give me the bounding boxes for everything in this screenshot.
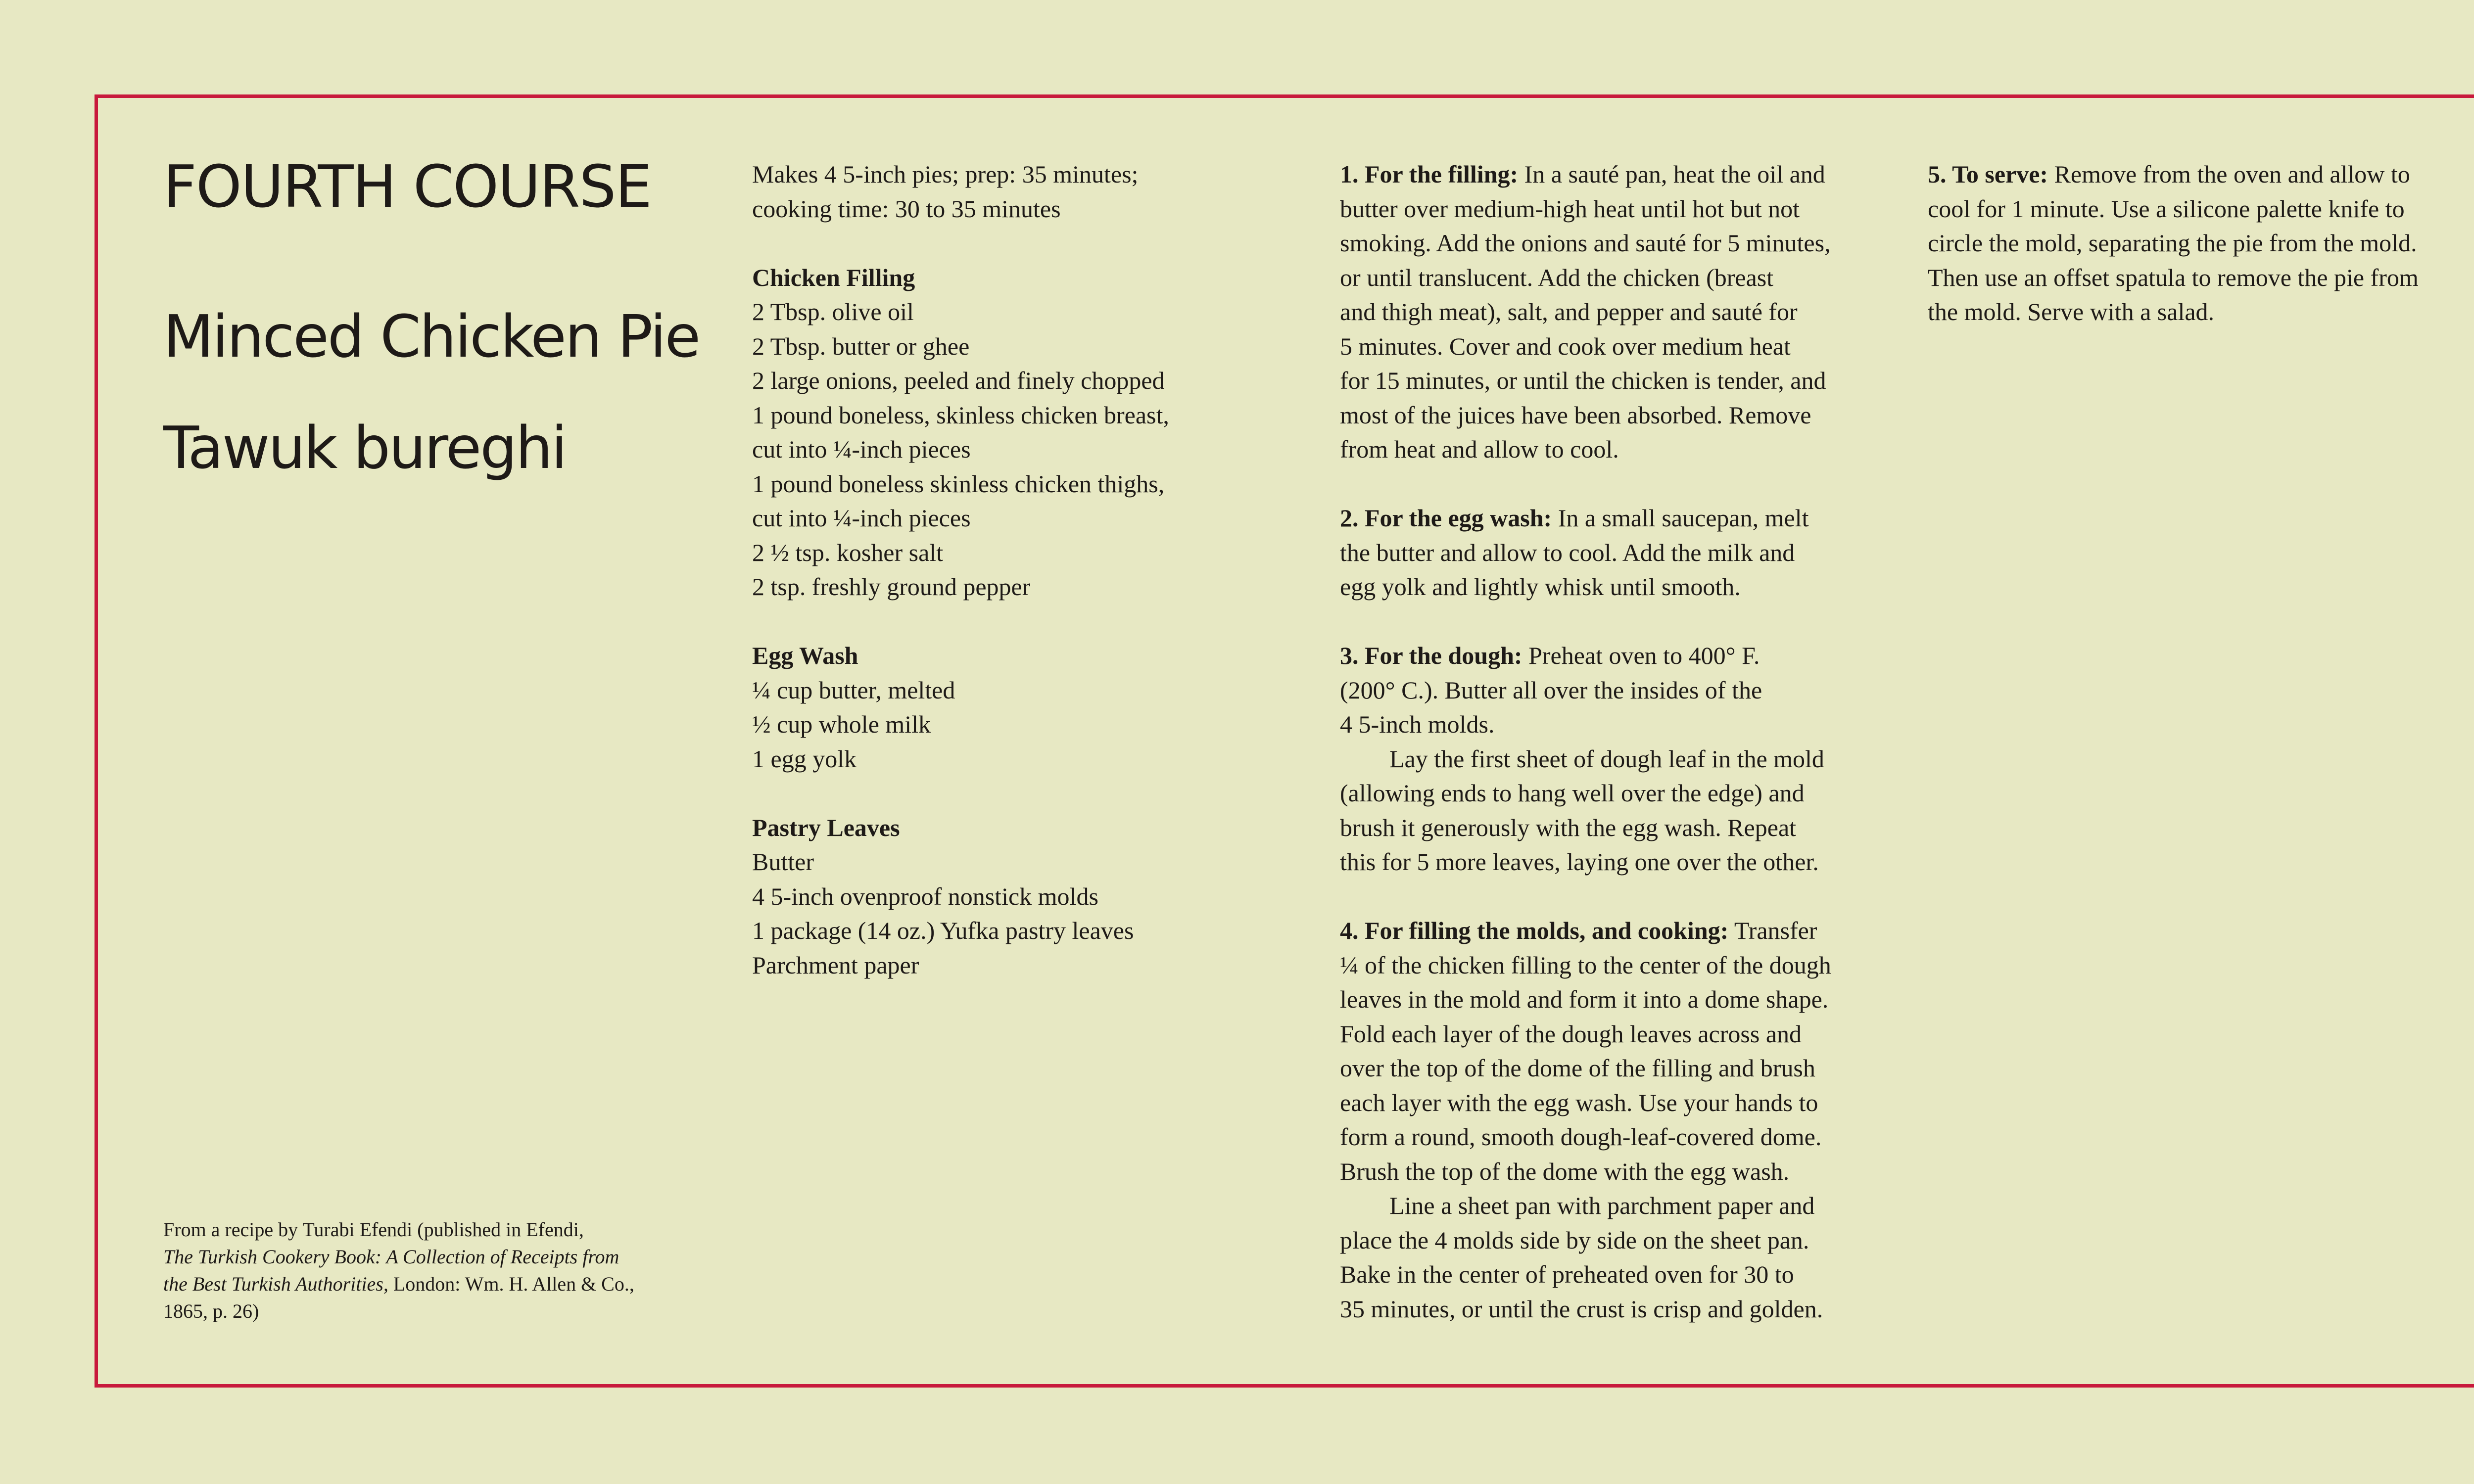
recipe-title-turkish: Tawuk bureghi <box>163 414 566 482</box>
recipe-title-english: Minced Chicken Pie <box>163 302 700 371</box>
step-line: the butter and allow to cool. Add the milk and <box>1340 538 1795 566</box>
ingredients-column <box>752 157 1311 982</box>
ingredient-line: Butter <box>752 848 814 876</box>
step-line: egg yolk and lightly whisk until smooth. <box>1340 573 1741 601</box>
ingredient-line: cut into ¼-inch pieces <box>752 435 971 463</box>
step-2-first-line: 2. For the egg wash: In a small saucepan, melt <box>1340 504 1809 532</box>
source-date: 1865, p. 26) <box>163 1300 259 1322</box>
ingredient-line: 1 pound boneless skinless chicken thighs, <box>752 469 1165 498</box>
ingredient-group-heading: Chicken Filling <box>752 263 915 291</box>
step-line: most of the juices have been absorbed. Remove <box>1340 401 1811 429</box>
source-lead: From a recipe by Turabi Efendi (published in Efendi, <box>163 1218 584 1241</box>
step-line: Brush the top of the dome with the egg wash. <box>1340 1157 1790 1185</box>
serve-column <box>1928 157 2474 329</box>
ingredient-line: ½ cup whole milk <box>752 710 931 738</box>
step-line: each layer with the egg wash. Use your hands to <box>1340 1088 1818 1116</box>
step-line: Fold each layer of the dough leaves across and <box>1340 1020 1802 1048</box>
step-line: 35 minutes, or until the crust is crisp and golden. <box>1340 1295 1823 1323</box>
ingredient-group-heading: Pastry Leaves <box>752 813 900 841</box>
title-column <box>163 0 708 1484</box>
step-line: smoking. Add the onions and sauté for 5 minutes, <box>1340 229 1831 257</box>
step-line: Line a sheet pan with parchment paper and <box>1389 1192 1815 1219</box>
ingredient-line: 1 package (14 oz.) Yufka pastry leaves <box>752 917 1134 944</box>
step-line: Lay the first sheet of dough leaf in the mold <box>1389 744 1824 773</box>
yield-line: cooking time: 30 to 35 minutes <box>752 194 1061 223</box>
directions-column <box>1340 157 1899 1326</box>
step-label: 1. For the filling: <box>1340 160 1519 188</box>
source-note <box>163 1216 698 1325</box>
step-line: this for 5 more leaves, laying one over the other. <box>1340 848 1819 876</box>
ingredient-line: Parchment paper <box>752 951 919 979</box>
ingredient-line: 1 pound boneless, skinless chicken breast, <box>752 401 1169 429</box>
step-line: 5 minutes. Cover and cook over medium heat <box>1340 332 1791 360</box>
step-line: for 15 minutes, or until the chicken is tender, and <box>1340 367 1826 394</box>
ingredient-line: 2 large onions, peeled and finely chopped <box>752 367 1165 394</box>
step-line: brush it generously with the egg wash. Repeat <box>1340 813 1797 841</box>
step-3-first-line: 3. For the dough: Preheat oven to 400° F. <box>1340 642 1760 669</box>
ingredient-line: 2 Tbsp. butter or ghee <box>752 332 970 360</box>
step-line: and thigh meat), salt, and pepper and sauté for <box>1340 298 1798 325</box>
step-line: place the 4 molds side by side on the sheet pan. <box>1340 1226 1809 1254</box>
step-line: (allowing ends to hang well over the edge) and <box>1340 779 1805 807</box>
step-1-first-line: 1. For the filling: In a sauté pan, heat the oil and <box>1340 160 1825 188</box>
ingredient-line: 1 egg yolk <box>752 744 857 773</box>
step-label: 3. For the dough: <box>1340 642 1522 669</box>
yield-line: Makes 4 5-inch pies; prep: 35 minutes; <box>752 160 1139 188</box>
ingredient-line: ¼ cup butter, melted <box>752 676 955 704</box>
step-line: leaves in the mold and form it into a dome shape. <box>1340 985 1829 1013</box>
step-line: circle the mold, separating the pie from the mold. <box>1928 229 2417 257</box>
step-line: cool for 1 minute. Use a silicone palette knife to <box>1928 194 2405 223</box>
step-line: (200° C.). Butter all over the insides of the <box>1340 676 1762 704</box>
ingredient-line: 2 tsp. freshly ground pepper <box>752 573 1031 601</box>
step-label: 2. For the egg wash: <box>1340 504 1552 532</box>
ingredient-line: 2 ½ tsp. kosher salt <box>752 538 944 566</box>
ingredient-line: cut into ¼-inch pieces <box>752 504 971 532</box>
step-line: 4 5-inch molds. <box>1340 710 1495 738</box>
step-label: 4. For filling the molds, and cooking: <box>1340 917 1729 944</box>
step-line: Then use an offset spatula to remove the pie from <box>1928 263 2419 291</box>
source-book-title-1: The Turkish Cookery Book: A Collection of Receipts from <box>163 1246 619 1268</box>
source-publisher: London: Wm. H. Allen & Co., <box>388 1273 634 1295</box>
source-book-title-2: the Best Turkish Authorities, <box>163 1273 388 1295</box>
ingredient-group-heading: Egg Wash <box>752 642 858 669</box>
step-line: form a round, smooth dough-leaf-covered dome. <box>1340 1123 1822 1151</box>
step-line: Bake in the center of preheated oven for 30 to <box>1340 1260 1794 1288</box>
ingredient-line: 4 5-inch ovenproof nonstick molds <box>752 882 1098 910</box>
ingredient-line: 2 Tbsp. olive oil <box>752 298 914 325</box>
step-label: 5. To serve: <box>1928 160 2048 188</box>
course-label: FOURTH COURSE <box>163 152 651 221</box>
step-line: over the top of the dome of the filling and brush <box>1340 1054 1815 1082</box>
step-5-first-line: 5. To serve: Remove from the oven and allow to <box>1928 160 2410 188</box>
step-line: butter over medium-high heat until hot but not <box>1340 194 1800 223</box>
step-4-first-line: 4. For filling the molds, and cooking: Transfer <box>1340 917 1817 944</box>
step-line: the mold. Serve with a salad. <box>1928 298 2215 325</box>
step-line: ¼ of the chicken filling to the center of the dough <box>1340 951 1831 979</box>
step-line: from heat and allow to cool. <box>1340 435 1619 463</box>
step-line: or until translucent. Add the chicken (breast <box>1340 263 1774 291</box>
